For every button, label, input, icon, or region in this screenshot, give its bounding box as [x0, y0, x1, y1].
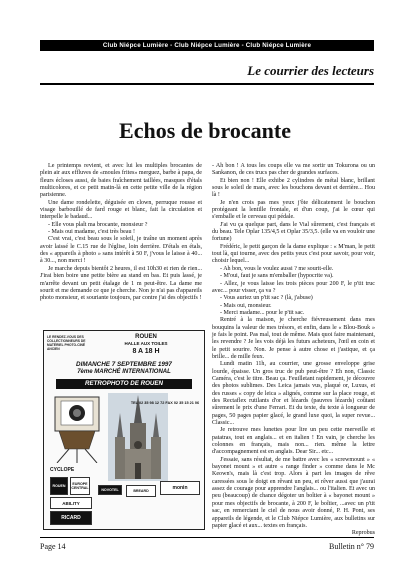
- sponsor-logo: BREARD: [126, 485, 156, 497]
- paragraph: - Ah bon ! A tous les coups elle va me sortir un Tokurona ou un Sankanon, de ces trucs pas cher de grandes surfaces.: [212, 163, 375, 177]
- top-rule: [40, 83, 374, 85]
- paragraph: Et bien non ! Elle exhibe 2 cylindres de métal blanc, brillant sous le soleil de mars, avec les bouchons devant et derrière... Hou là !: [212, 177, 375, 199]
- paragraph: Le printemps revient, et avec lui les multiples brocantes de plein air aux effluves de «moules frites» merguez, barbe à papa, de fleurs écloses aussi, de baies fraîchement taillées, masques d'étals multicolores, et ce petit matin-là en cette petite ville de la région parisienne.: [40, 163, 202, 199]
- cathedral-illustration: [108, 393, 168, 481]
- poster-cyclope-logo: CYCLOPE: [50, 467, 75, 473]
- right-column: [212, 163, 375, 538]
- paragraph: J'ai vu ça quelque part, dans le Vial sûrement, c'est français et du beau. Tele Oplar 135/4,5 et Oplar 35/3,5. (elle va en vouloir une fortune): [212, 221, 375, 243]
- paragraph: - Elle vous plaît ma brocante, monsieur ?: [48, 221, 148, 228]
- bottom-rule: [40, 537, 374, 538]
- sponsor-logo: EUROPE CENTRAL: [70, 477, 90, 495]
- paragraph: - Allez, je vous laisse les trois pièces pour 200 F, le p'tit truc avec... pour visser, ça va ?: [212, 280, 375, 294]
- paragraph: Rentré à la maison, je cherche fiévreusement dans mes bouquins la valeur de mes trésors, et enfin, dans le « Blou-Bouk » je fais le point. Pas mal, tout de même. Mais quoi faire maintenant, les revendre ? Je les vois déjà les futurs acheteurs, l'œil en coin et le petit sourire. Non. Je pense à autre chose et j'astique, et ça brille... de mille feux.: [212, 317, 375, 360]
- sponsor-logo: ABILITY: [50, 497, 92, 509]
- club-banner: Club Niépce Lumière - Club Niépce Lumière - Club Niépce Lumière: [40, 40, 374, 51]
- signature: Reprobus: [351, 530, 375, 537]
- section-title: Le courrier des lecteurs: [247, 63, 374, 78]
- article-title: Echos de brocante: [119, 118, 291, 143]
- paragraph: C'est vrai, c'est beau sous le soleil, je traîne un moment après avoir laissé le C.15 rue de l'église, loin derrière. D'étals en étals, des « appareils à photo » sans intérêt à 50 F, j'vous le laisse à 40... à 30..., non merci !: [40, 236, 202, 265]
- paragraph: Je n'en crois pas mes yeux j'ôte délicatement le bouchon protégeant la lentille frontale, et d'un coup, j'ai le cœur qui s'emballe et le cerveau qui pédale.: [212, 199, 375, 221]
- paragraph: Lundi matin 11h, au courrier, une grosse enveloppe grise lourde, épaisse. Un gros truc de pub peut-être ? Eh non, Classic Caméra, c'est le titre. Beau ça. Feuilletant rapidement, je découvre des photos sublimes. Des Leica jamais vus, plaqué or, Luxus, et des russes « copy de leica » alignés, comme sur la place rouge, et des Rectaflex rutilants d'or et lézards (pauvres lézards) coûtant sûrement le prix d'une Ferrari. Et du texte, du texte à longueur de pages, 50 pages papier glacé, le grand luxe quoi, la super revue... Classic...: [212, 361, 375, 427]
- poster-banner: RETROPHOTO DE ROUEN: [56, 379, 192, 389]
- sponsor-logo: monin: [160, 481, 200, 495]
- paragraph: Je marche depuis bientôt 2 heures, il est 10h30 et rien de rien... J'irai bien boire une petite bière au stand en bas. Et puis lassé, je m'arrête devant un petit étalage de 1 m peut-être. La dame me sourit et me demande ce que je cherche. Non je n'ai pas d'appareils photo monsieur, et souriante toujours, par contre j'ai des objectifs !: [40, 265, 202, 302]
- event-poster: [43, 330, 205, 530]
- page-number: Page 14: [40, 542, 66, 551]
- sponsor-logo: RICARD: [50, 511, 92, 525]
- poster-time: 8 A 18 H: [132, 348, 160, 355]
- poster-venue: HALLE AUX TOILES: [124, 341, 168, 346]
- poster-contact: TEL 02 35 98 12 72 FAX 02 35 15 21 06: [130, 401, 200, 405]
- left-column: [40, 163, 202, 303]
- paragraph: J'essaie, sans résultat, de me battre avec les « screwmount » « bayonet mount » et autre « range finder » comme dans le Mc Keown's, mais là c'est trop. Alors à part les images de rêve caressées sous le doigt en rêvant un peu, et rêver aussi que j'aurai assez de courage pour apprendre l'anglais... ou l'italien. Et avec un peu (beaucoup) de chance dégoter un boîtier à « bayonet mount » pour mes objectifs de brocante, à 200 F, le boîtier, ...avec un p'tit sac, en remerciant le ciel de nous avoir donné, P. H. Pont, ses appareils de légende, et le Club Niépce Lumière, aux bulletins sur papier glacé et aux... textes en français.: [212, 456, 375, 529]
- sponsor-logo: NOVOTEL: [98, 485, 122, 495]
- poster-city: ROUEN: [135, 334, 157, 340]
- paragraph: Frédéric, le petit garçon de la dame explique : « M'man, le petit tout là, qui tourne, avec des petits yeux c'est pour savoir, pour voir, choisir lequel...: [212, 243, 375, 265]
- paragraph: - Mais oui, monsieur.: [220, 302, 272, 309]
- bulletin-number: Bulletin n° 79: [329, 542, 374, 551]
- paragraph: - Ah bon, vous le voulez aussi ? me sourit-elle.: [220, 265, 334, 272]
- paragraph: - Vous auriez un p'tit sac ? (là, j'abuse): [220, 295, 313, 302]
- paragraph: - Merci madame... pour le p'tit sac.: [220, 309, 305, 316]
- poster-date: DIMANCHE 7 SEPTEMBRE 1997: [76, 361, 172, 368]
- poster-collectors-text: LE RENDEZ-VOUS DES COLLECTIONNEURS DE MATÉRIEL PHOTO-CINÉ ANCIEN: [47, 335, 86, 351]
- paragraph: Une dame rondelette, déguisée en clown, perruque rousse et visage barbouillé de fard rouge et blanc, fait la circulation et interpelle le badaud...: [40, 199, 202, 221]
- paragraph: - M'oui, faut je sans m'emballer (hypocrite va).: [220, 273, 334, 280]
- camera-illustration: [49, 393, 107, 463]
- paragraph: Je retrouve mes lunettes pour lire un peu cette merveille et patatras, tout en anglais... et en italien ! En vain, je cherche les colonnes en français, mais non... rien. même la lettre d'accompagnement est en anglais. Dear Sir... etc...: [212, 427, 375, 456]
- paragraph: - Mais oui madame, c'est très beau !: [48, 229, 136, 236]
- sponsor-logo: ROUEN: [50, 477, 68, 495]
- poster-event: 7ème MARCHÉ INTERNATIONAL: [77, 369, 171, 375]
